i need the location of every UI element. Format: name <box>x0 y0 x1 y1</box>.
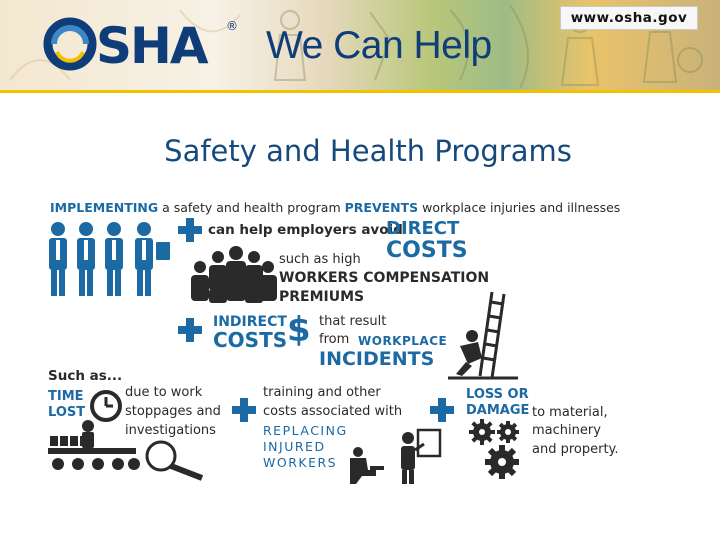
plus-icon <box>178 318 202 342</box>
training-text-line1: training and other <box>263 385 381 400</box>
headline-part4: workplace injuries and illnesses <box>422 200 621 215</box>
banner-divider <box>0 90 720 93</box>
loss-or-label: LOSS OR <box>466 387 529 402</box>
plus-icon <box>232 398 256 422</box>
ladder-fall-icon <box>440 288 520 380</box>
conveyor-magnifier-icon <box>46 418 206 482</box>
website-url[interactable]: www.osha.gov <box>560 6 698 30</box>
premiums-text: PREMIUMS <box>279 289 365 305</box>
gears-icon <box>468 418 528 480</box>
from-text: from <box>319 332 350 347</box>
indirect-costs-label: COSTS <box>213 328 288 352</box>
stoppages-text: stoppages and <box>125 404 221 419</box>
replacing-label: REPLACING <box>263 423 348 438</box>
time-label: TIME <box>48 389 84 404</box>
headline-prevents: PREVENTS <box>344 200 419 215</box>
workers-group-icon <box>46 220 176 300</box>
workplace-label: WORKPLACE <box>358 334 448 348</box>
direct-label: DIRECT <box>386 218 460 239</box>
investigations-text: investigations <box>125 423 216 438</box>
osha-logo-graphic <box>40 8 245 78</box>
that-result-text: that result <box>319 314 387 329</box>
machinery-text: machinery <box>532 423 601 438</box>
due-to-work-text: due to work <box>125 385 203 400</box>
header-banner <box>0 0 720 92</box>
indirect-label: INDIRECT <box>213 314 287 330</box>
svg-text:®: ® <box>226 19 238 33</box>
injured-label: INJURED <box>263 439 326 454</box>
workers-label: WORKERS <box>263 455 338 470</box>
plus-icon <box>430 398 454 422</box>
dollar-sign: $ <box>287 310 311 350</box>
training-text-line2: costs associated with <box>263 404 403 419</box>
avoid-text: can help employers avoid <box>208 222 403 238</box>
workers-comp-text: WORKERS COMPENSATION <box>279 270 490 286</box>
costs-label: COSTS <box>386 238 468 263</box>
such-as-high-text: such as high <box>279 252 361 267</box>
damage-label: DAMAGE <box>466 403 530 418</box>
page-title: Safety and Health Programs <box>164 134 572 168</box>
header-tagline: We Can Help <box>266 24 492 67</box>
and-property-text: and property. <box>532 442 619 457</box>
crowd-icon <box>188 245 278 303</box>
svg-text:SHA: SHA <box>96 17 207 75</box>
headline-part2: a safety and health program <box>162 200 341 215</box>
incidents-label: INCIDENTS <box>319 348 435 370</box>
to-material-text: to material, <box>532 405 608 420</box>
infographic-headline <box>50 202 620 215</box>
such-as-label: Such as... <box>48 368 123 384</box>
lost-label: LOST <box>48 405 86 420</box>
headline-implementing: IMPLEMENTING <box>50 200 159 215</box>
training-icon <box>346 426 442 484</box>
osha-logo[interactable] <box>40 8 245 78</box>
plus-icon <box>178 218 202 242</box>
